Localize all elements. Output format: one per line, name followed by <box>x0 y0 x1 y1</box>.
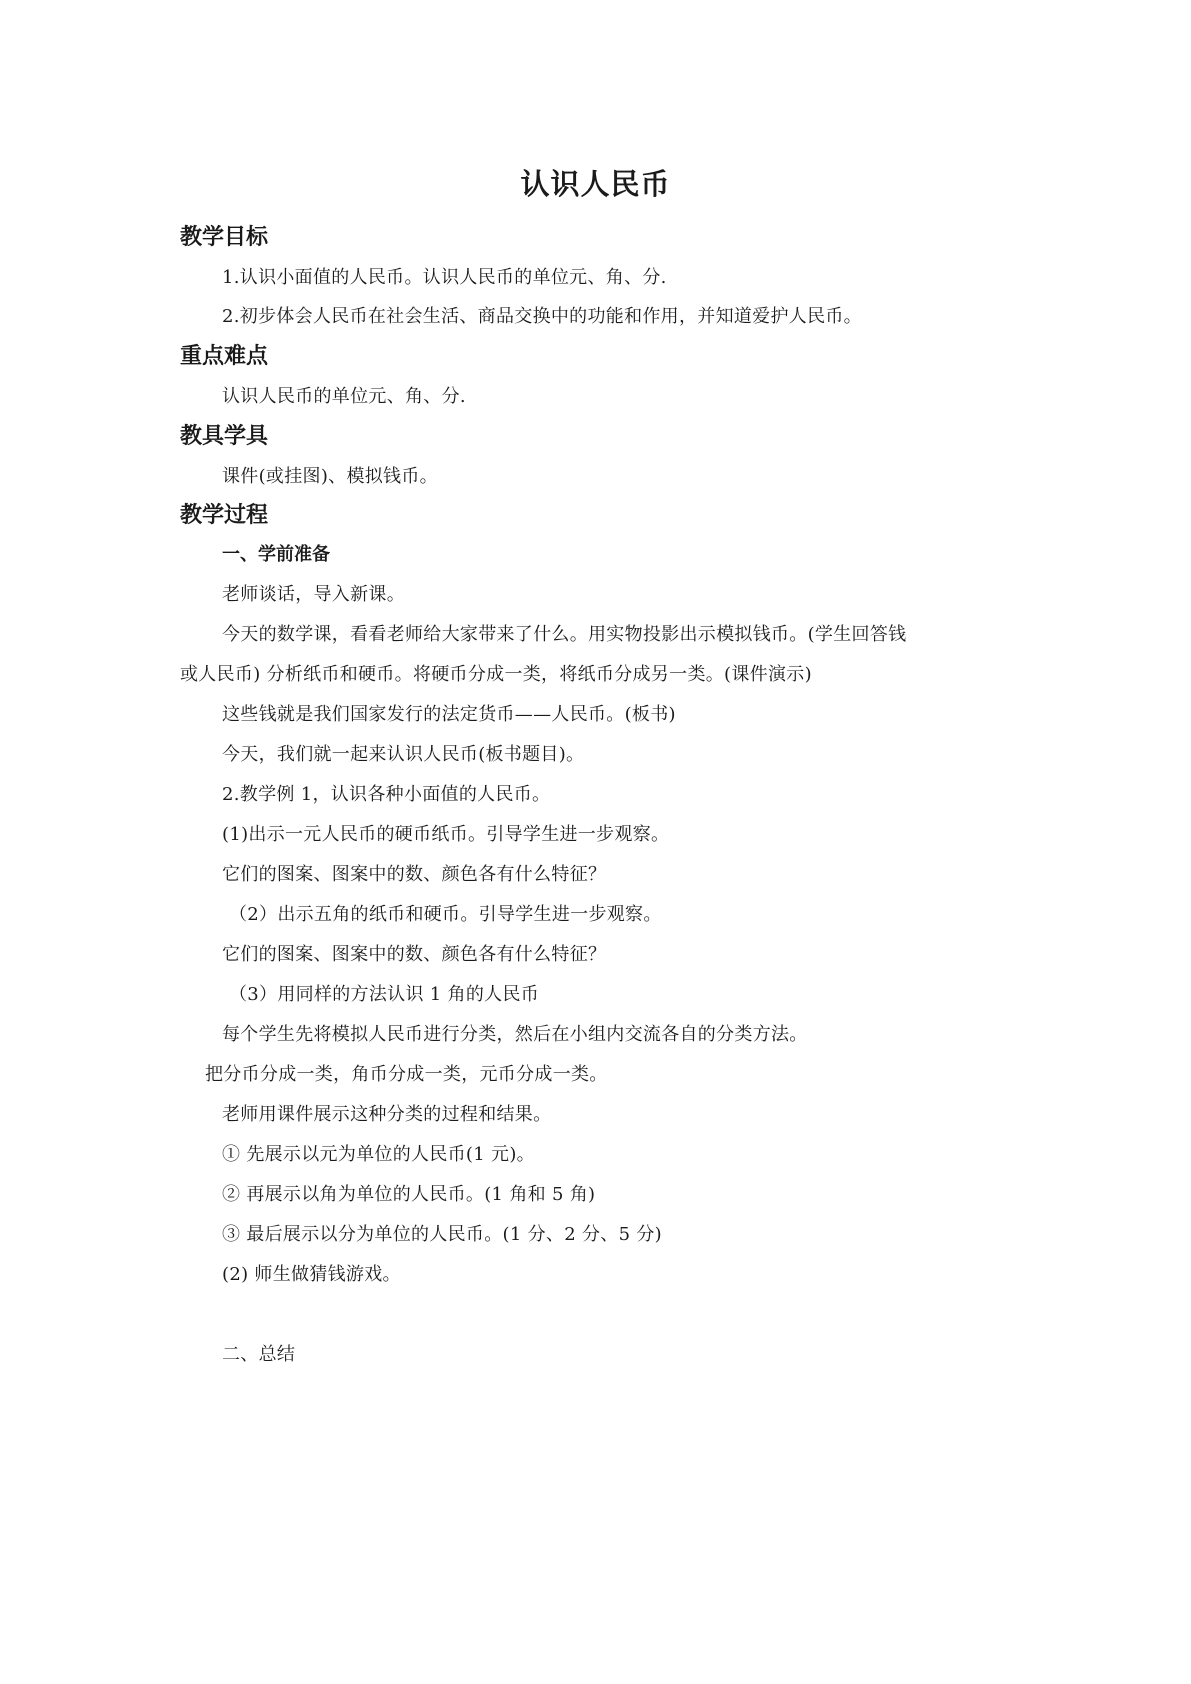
process-part2-title: 二、总结 <box>222 1344 296 1365</box>
heading-objectives: 教学目标 <box>180 225 269 250</box>
heading-process: 教学过程 <box>180 503 269 528</box>
process-line: 或人民币) 分析纸币和硬币。将硬币分成一类，将纸币分成另一类。(课件演示) <box>180 664 812 685</box>
process-line: （3）用同样的方法认识 1 角的人民币 <box>229 984 540 1005</box>
process-line: ① 先展示以元为单位的人民币(1 元)。 <box>222 1144 535 1165</box>
heading-materials: 教具学具 <box>180 424 269 449</box>
process-line: 把分币分成一类，角币分成一类，元币分成一类。 <box>205 1064 608 1085</box>
process-line: 今天，我们就一起来认识人民币(板书题目)。 <box>222 744 585 765</box>
process-line: 今天的数学课，看看老师给大家带来了什么。用实物投影出示模拟钱币。(学生回答钱 <box>222 624 907 645</box>
process-line: 2.教学例 1，认识各种小面值的人民币。 <box>222 784 551 805</box>
process-line: 这些钱就是我们国家发行的法定货币——人民币。(板书) <box>222 704 676 725</box>
process-line: (2) 师生做猜钱游戏。 <box>222 1264 401 1285</box>
key-points-text: 认识人民币的单位元、角、分. <box>222 386 466 407</box>
process-line: 它们的图案、图案中的数、颜色各有什么特征？ <box>222 944 607 965</box>
process-line: ② 再展示以角为单位的人民币。(1 角和 5 角) <box>222 1184 596 1205</box>
process-line: 老师谈话，导入新课。 <box>222 584 405 605</box>
objective-item: 2.初步体会人民币在社会生活、商品交换中的功能和作用，并知道爱护人民币。 <box>222 306 862 327</box>
document-title: 认识人民币 <box>520 167 671 201</box>
process-line: ③ 最后展示以分为单位的人民币。(1 分、2 分、5 分) <box>222 1224 662 1245</box>
process-line: 每个学生先将模拟人民币进行分类，然后在小组内交流各自的分类方法。 <box>222 1024 808 1045</box>
heading-key-points: 重点难点 <box>180 344 269 369</box>
process-line: (1)出示一元人民币的硬币纸币。引导学生进一步观察。 <box>222 824 670 845</box>
process-part1-title: 一、学前准备 <box>222 544 330 565</box>
objective-item: 1.认识小面值的人民币。认识人民币的单位元、角、分. <box>222 267 667 288</box>
process-line: 老师用课件展示这种分类的过程和结果。 <box>222 1104 552 1125</box>
process-line: 它们的图案、图案中的数、颜色各有什么特征？ <box>222 864 607 885</box>
materials-text: 课件(或挂图)、模拟钱币。 <box>222 466 438 487</box>
process-line: （2）出示五角的纸币和硬币。引导学生进一步观察。 <box>229 904 662 925</box>
